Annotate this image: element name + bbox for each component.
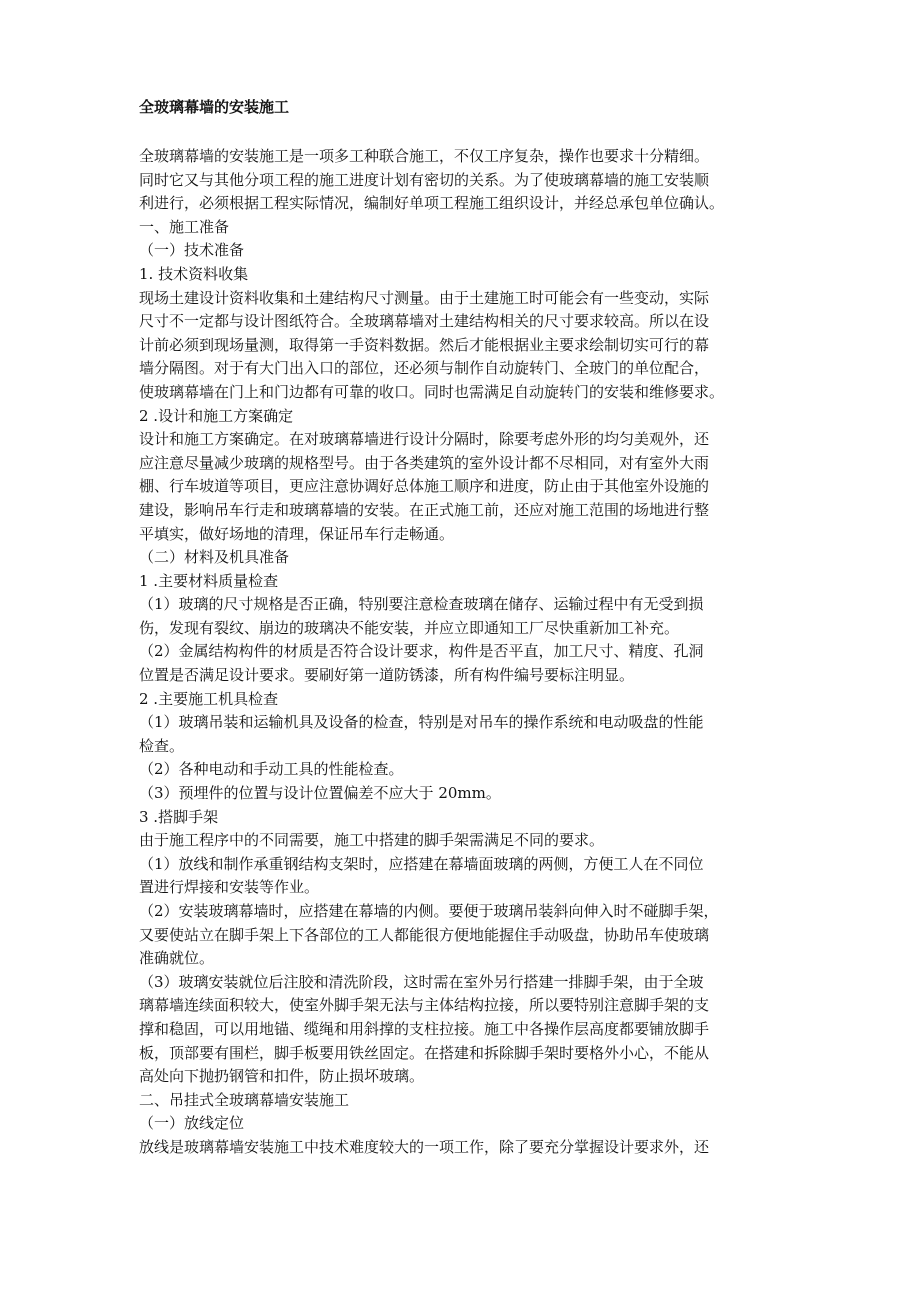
text-line: 利进行，必须根据工程实际情况，编制好单项工程施工组织设计，并经总承包单位确认。	[139, 194, 725, 213]
document-title: 全玻璃幕墙的安装施工	[139, 98, 290, 116]
text-line: 2 .设计和施工方案确定	[139, 406, 294, 425]
text-line: 平填实，做好场地的清理，保证吊车行走畅通。	[139, 524, 455, 543]
text-line: 1. 技术资料收集	[139, 264, 249, 283]
text-line: （1）玻璃吊装和运输机具及设备的检查，特别是对吊车的操作系统和电动吸盘的性能	[139, 713, 704, 732]
text-line: 设计和施工方案确定。在对玻璃幕墙进行设计分隔时，除要考虑外形的均匀美观外，还	[139, 430, 710, 449]
text-line: 全玻璃幕墙的安装施工是一项多工种联合施工，不仅工序复杂，操作也要求十分精细。	[139, 147, 710, 165]
text-line: （二）材料及机具准备	[139, 548, 290, 567]
text-line: 一、施工准备	[139, 217, 230, 236]
text-line: 位置是否满足设计要求。要刷好第一道防锈漆，所有构件编号要标注明显。	[139, 666, 635, 685]
text-line: 又要使站立在脚手架上下各部位的工人都能很方便地能握住手动吸盘，协助吊车使玻璃	[139, 925, 710, 944]
text-line: 放线是玻璃幕墙安装施工中技术难度较大的一项工作，除了要充分掌握设计要求外，还	[139, 1137, 710, 1156]
text-line: 使玻璃幕墙在门上和门边都有可靠的收口。同时也需满足自动旋转门的安装和维修要求。	[139, 382, 725, 401]
text-line: 同时它又与其他分项工程的施工进度计划有密切的关系。为了使玻璃幕墙的施工安装顺	[139, 170, 710, 189]
text-line: 现场土建设计资料收集和土建结构尺寸测量。由于土建施工时可能会有一些变动，实际	[139, 288, 710, 307]
text-line: 应注意尽量减少玻璃的规格型号。由于各类建筑的室外设计都不尽相同，对有室外大雨	[139, 453, 710, 472]
text-line: （2）安装玻璃幕墙时，应搭建在幕墙的内侧。要便于玻璃吊装斜向伸入时不碰脚手架，	[139, 902, 719, 920]
text-line: （2）金属结构构件的材质是否符合设计要求，构件是否平直，加工尺寸、精度、孔洞	[139, 642, 704, 661]
text-line: 伤，发现有裂纹、崩边的玻璃决不能安装，并应立即通知工厂尽快重新加工补充。	[139, 618, 680, 637]
document-body	[139, 145, 784, 1160]
document-page	[139, 96, 784, 1160]
text-line: 检查。	[139, 736, 185, 755]
text-line: （3）预埋件的位置与设计位置偏差不应大于 20mm。	[139, 784, 501, 803]
text-line: 2 .主要施工机具检查	[139, 689, 279, 708]
text-line: （1）玻璃的尺寸规格是否正确，特别要注意检查玻璃在储存、运输过程中有无受到损	[139, 595, 704, 614]
text-line: 墙分隔图。对于有大门出入口的部位，还必须与制作自动旋转门、全玻门的单位配合，	[139, 359, 710, 378]
text-line: 撑和稳固，可以用地锚、缆绳和用斜撑的支柱拉接。施工中各操作层高度都要铺放脚手	[139, 1019, 710, 1038]
text-line: 准确就位。	[139, 949, 215, 968]
text-line: 3 .搭脚手架	[139, 807, 219, 826]
text-line: 高处向下抛扔钢管和扣件，防止损坏玻璃。	[139, 1067, 425, 1086]
text-line: （3）玻璃安装就位后注胶和清洗阶段，这时需在室外另行搭建一排脚手架，由于全玻	[139, 972, 704, 991]
text-line: 尺寸不一定都与设计图纸符合。全玻璃幕墙对土建结构相关的尺寸要求较高。所以在设	[139, 312, 710, 331]
text-line: （一）技术准备	[139, 241, 245, 260]
text-line: （一）放线定位	[139, 1114, 245, 1133]
text-line: 板，顶部要有围栏，脚手板要用铁丝固定。在搭建和拆除脚手架时要格外小心，不能从	[139, 1043, 710, 1062]
text-line: （1）放线和制作承重钢结构支架时，应搭建在幕墙面玻璃的两侧，方便工人在不同位	[139, 854, 704, 873]
text-line: 1 .主要材料质量检查	[139, 571, 279, 590]
text-line: 棚、行车坡道等项目，更应注意协调好总体施工顺序和进度，防止由于其他室外设施的	[139, 477, 710, 496]
text-line: 璃幕墙连续面积较大，使室外脚手架无法与主体结构拉接，所以要特别注意脚手架的支	[139, 996, 710, 1015]
text-line: （2）各种电动和手动工具的性能检查。	[139, 760, 404, 779]
text-line: 计前必须到现场量测，取得第一手资料数据。然后才能根据业主要求绘制切实可行的幕	[139, 335, 710, 354]
text-line: 由于施工程序中的不同需要，施工中搭建的脚手架需满足不同的要求。	[139, 831, 605, 850]
text-line: 置进行焊接和安装等作业。	[139, 878, 320, 897]
text-line: 建设，影响吊车行走和玻璃幕墙的安装。在正式施工前，还应对施工范围的场地进行整	[139, 500, 710, 519]
text-line: 二、吊挂式全玻璃幕墙安装施工	[139, 1090, 350, 1109]
